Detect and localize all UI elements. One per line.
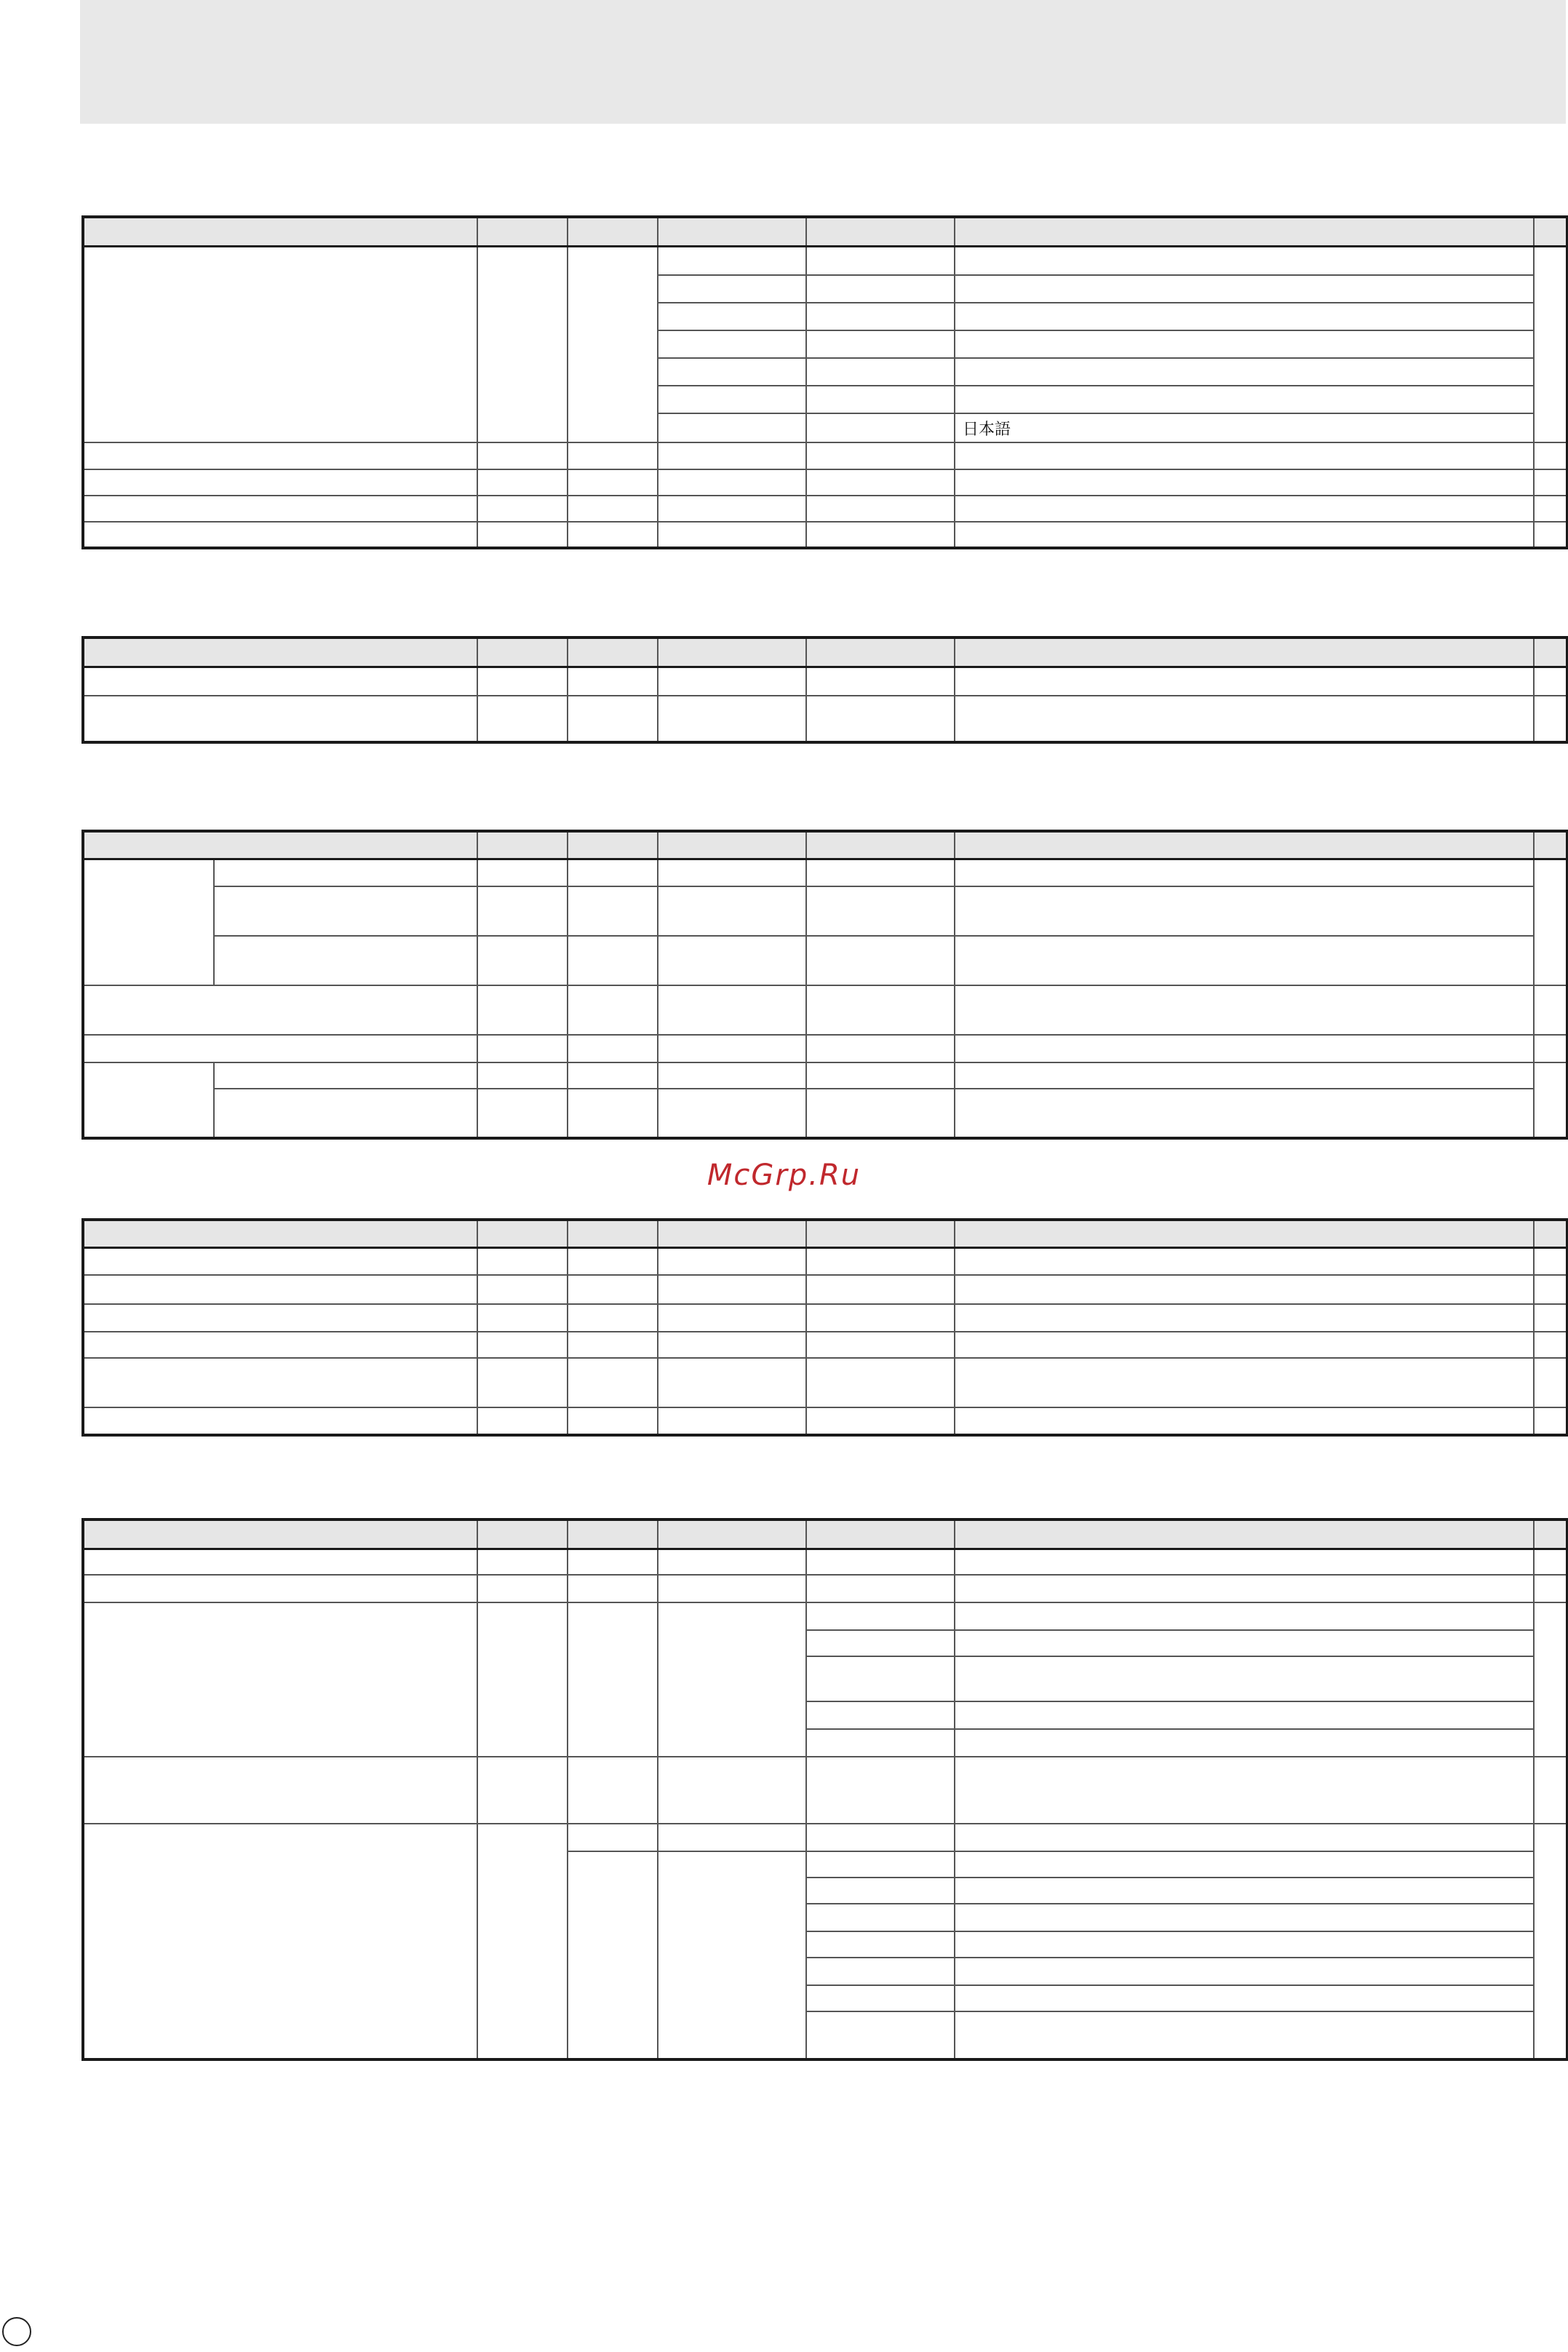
cell: [806, 1089, 955, 1138]
cell: [806, 696, 955, 742]
table-row: [83, 246, 1567, 275]
cell: [806, 496, 955, 522]
cell: [1534, 1407, 1567, 1435]
cell: [806, 330, 955, 358]
header-cell: [477, 637, 568, 667]
cell: [83, 1824, 477, 2059]
cell: [806, 667, 955, 696]
header-cell: [806, 217, 955, 246]
header-cell: [1534, 637, 1567, 667]
cell: [568, 1575, 658, 1602]
cell: [955, 1089, 1534, 1138]
cell: [477, 1332, 568, 1358]
cell: [806, 1729, 955, 1757]
table-row: [83, 1757, 1567, 1824]
cell: [806, 442, 955, 469]
cell: [955, 1958, 1534, 1985]
cell: [658, 1332, 806, 1358]
header-cell: [477, 1519, 568, 1549]
cell: [477, 1062, 568, 1089]
cell: [806, 1985, 955, 2011]
cell: [568, 1275, 658, 1304]
cell: [658, 886, 806, 936]
cell: [1534, 985, 1567, 1035]
cell: [568, 1358, 658, 1407]
cell: [658, 1851, 806, 2059]
cell: [806, 358, 955, 386]
cell: [1534, 667, 1567, 696]
table-row: [83, 1407, 1567, 1435]
cell: [658, 386, 806, 413]
cell: [83, 1407, 477, 1435]
cell: [806, 1757, 955, 1824]
cell: [1534, 1304, 1567, 1332]
header-cell: [658, 831, 806, 859]
cell: [1534, 1247, 1567, 1275]
cell: [1534, 1824, 1567, 2059]
cell: [1534, 1602, 1567, 1757]
cell: [568, 469, 658, 496]
cell: [658, 696, 806, 742]
cell: [955, 1407, 1534, 1435]
cell: [955, 1985, 1534, 2011]
cell: [568, 1851, 658, 2059]
cell: [955, 275, 1534, 303]
cell: [568, 936, 658, 985]
cell: [1534, 859, 1567, 985]
cell: [477, 1358, 568, 1407]
cell: [477, 1247, 568, 1275]
header-cell: [955, 1220, 1534, 1247]
header-cell: [477, 1220, 568, 1247]
cell: [477, 859, 568, 886]
cell: [214, 936, 477, 985]
cell: [658, 985, 806, 1035]
cell: [83, 1035, 477, 1062]
cell: [214, 859, 477, 886]
table-row: [83, 1035, 1567, 1062]
cell: [806, 1304, 955, 1332]
cell: [955, 696, 1534, 742]
cell: [214, 1089, 477, 1138]
header-cell: [568, 637, 658, 667]
cell: [568, 1304, 658, 1332]
cell: [806, 1602, 955, 1630]
table-row: [83, 696, 1567, 742]
cell: [83, 1247, 477, 1275]
header-cell: [955, 1519, 1534, 1549]
cell: [806, 936, 955, 985]
cell: [658, 1575, 806, 1602]
header-cell: [658, 1519, 806, 1549]
cell: [806, 386, 955, 413]
cell: [955, 1247, 1534, 1275]
table-row: [83, 1358, 1567, 1407]
cell: [955, 1824, 1534, 1851]
cell: [568, 859, 658, 886]
cell: [806, 1931, 955, 1958]
cell: [955, 1549, 1534, 1575]
table-row: [83, 1304, 1567, 1332]
cell: [955, 1701, 1534, 1729]
table-row: [83, 886, 1567, 936]
cell: [658, 1062, 806, 1089]
cell: [658, 413, 806, 442]
cell: [955, 1304, 1534, 1332]
cell: [568, 886, 658, 936]
cell: [806, 2011, 955, 2059]
cell: [955, 667, 1534, 696]
cell: [955, 936, 1534, 985]
cell: [955, 2011, 1534, 2059]
cell: [477, 1824, 568, 2059]
cell: [955, 985, 1534, 1035]
cell: [658, 1407, 806, 1435]
cell: [955, 1035, 1534, 1062]
command-table-5: [81, 1518, 1568, 2061]
cell: [83, 442, 477, 469]
cell: [568, 246, 658, 442]
header-cell: [1534, 1220, 1567, 1247]
cell: [568, 1332, 658, 1358]
cell: [658, 1304, 806, 1332]
cell: [83, 1304, 477, 1332]
cell: [955, 1575, 1534, 1602]
cell: [955, 469, 1534, 496]
command-table-1: [81, 215, 1568, 549]
cell: [955, 886, 1534, 936]
cell: [1534, 442, 1567, 469]
cell: [477, 667, 568, 696]
cell: [83, 1602, 477, 1757]
cell: [806, 469, 955, 496]
cell: [477, 1602, 568, 1757]
header-cell: [658, 637, 806, 667]
cell: [83, 246, 477, 442]
cell: [955, 1275, 1534, 1304]
cell: [955, 1931, 1534, 1958]
cell: [955, 1358, 1534, 1407]
cell: [658, 246, 806, 275]
cell: [477, 936, 568, 985]
cell: [955, 1851, 1534, 1878]
cell: [955, 1757, 1534, 1824]
cell: [955, 246, 1534, 275]
cell: [955, 1878, 1534, 1904]
cell: [477, 1407, 568, 1435]
header-cell: [806, 637, 955, 667]
header-cell: [568, 1220, 658, 1247]
cell: [568, 1549, 658, 1575]
cell: [477, 469, 568, 496]
cell: [1534, 696, 1567, 742]
cell: [214, 886, 477, 936]
cell: [955, 859, 1534, 886]
cell: [477, 1089, 568, 1138]
cell: [83, 1062, 214, 1138]
cell: [568, 985, 658, 1035]
cell: [83, 1275, 477, 1304]
cell: [568, 1035, 658, 1062]
cell: [658, 1757, 806, 1824]
cell: [1534, 522, 1567, 548]
header-cell: [83, 1519, 477, 1549]
watermark: McGrp.Ru: [707, 1159, 861, 1192]
cell: [658, 330, 806, 358]
cell: [658, 1824, 806, 1851]
cell: [658, 303, 806, 330]
cell: [806, 1035, 955, 1062]
cell: [806, 1958, 955, 1985]
cell: [83, 696, 477, 742]
cell: [477, 696, 568, 742]
cell: [955, 1062, 1534, 1089]
cell: [658, 496, 806, 522]
cell: [806, 1878, 955, 1904]
cell: [806, 303, 955, 330]
page-number-circle: [2, 2317, 31, 2346]
cell: [568, 1602, 658, 1757]
cell: [477, 1549, 568, 1575]
cell: [955, 442, 1534, 469]
cell: [1534, 1358, 1567, 1407]
header-cell: [955, 217, 1534, 246]
cell: [477, 886, 568, 936]
cell: [83, 469, 477, 496]
cell: [806, 1851, 955, 1878]
header-cell: [658, 1220, 806, 1247]
header-cell: [83, 637, 477, 667]
cell: [477, 1304, 568, 1332]
cell: [83, 496, 477, 522]
header-cell: [568, 831, 658, 859]
cell: [214, 1062, 477, 1089]
table-row: [83, 1089, 1567, 1138]
cell: [83, 1575, 477, 1602]
cell: [83, 1358, 477, 1407]
cell: [658, 936, 806, 985]
cell: [83, 522, 477, 548]
cell: [806, 1275, 955, 1304]
cell: [806, 522, 955, 548]
table-row: [83, 469, 1567, 496]
cell: [955, 303, 1534, 330]
header-cell: [955, 831, 1534, 859]
header-cell: [83, 1220, 477, 1247]
cell: [658, 522, 806, 548]
cell: [955, 1332, 1534, 1358]
cell: [806, 985, 955, 1035]
table-row: [83, 1824, 1567, 1851]
cell: [568, 522, 658, 548]
cell: [658, 859, 806, 886]
header-cell: [83, 831, 477, 859]
cell: [658, 275, 806, 303]
cell: [1534, 1332, 1567, 1358]
cell: [806, 1575, 955, 1602]
cell: [806, 1824, 955, 1851]
cell: [477, 442, 568, 469]
cell: [806, 275, 955, 303]
cell: [1534, 1275, 1567, 1304]
table-row: [83, 859, 1567, 886]
cell: [955, 358, 1534, 386]
header-cell: [477, 217, 568, 246]
command-table-2: [81, 636, 1568, 744]
cell: [1534, 1549, 1567, 1575]
cell: [477, 1035, 568, 1062]
table-row: [83, 1275, 1567, 1304]
cell: [806, 1247, 955, 1275]
cell: [1534, 496, 1567, 522]
cell: [658, 1089, 806, 1138]
cell: [806, 413, 955, 442]
header-cell: [955, 637, 1534, 667]
cell: [83, 667, 477, 696]
cell: [955, 1904, 1534, 1931]
header-cell: [658, 217, 806, 246]
table-row: [83, 1062, 1567, 1089]
cell: [658, 358, 806, 386]
cell: [658, 1035, 806, 1062]
cell: [658, 1247, 806, 1275]
cell: [955, 330, 1534, 358]
cell: [568, 1757, 658, 1824]
cell: [658, 442, 806, 469]
cell: [658, 1549, 806, 1575]
cell: [955, 386, 1534, 413]
cell: [658, 1358, 806, 1407]
table-row: [83, 1332, 1567, 1358]
header-cell: [477, 831, 568, 859]
cell: [955, 522, 1534, 548]
cell: [806, 1701, 955, 1729]
table-row: [83, 936, 1567, 985]
cell: [83, 985, 477, 1035]
cell: [806, 1656, 955, 1701]
cell: [477, 1575, 568, 1602]
cell: [83, 1549, 477, 1575]
language-japanese-cell: 日本語: [955, 413, 1534, 442]
table-row: [83, 496, 1567, 522]
cell: [806, 1904, 955, 1931]
cell: [477, 246, 568, 442]
cell: [568, 1062, 658, 1089]
table-row: [83, 1549, 1567, 1575]
cell: [477, 1275, 568, 1304]
cell: [1534, 1575, 1567, 1602]
cell: [1534, 1035, 1567, 1062]
cell: [568, 1407, 658, 1435]
cell: [658, 1275, 806, 1304]
cell: [1534, 1757, 1567, 1824]
header-cell: [568, 217, 658, 246]
header-cell: [568, 1519, 658, 1549]
header-cell: [1534, 217, 1567, 246]
cell: [477, 985, 568, 1035]
table-row: [83, 1602, 1567, 1630]
cell: [477, 496, 568, 522]
command-table-3: [81, 830, 1568, 1140]
cell: [806, 886, 955, 936]
cell: [955, 1656, 1534, 1701]
cell: [806, 1549, 955, 1575]
cell: [568, 1824, 658, 1851]
cell: [955, 1602, 1534, 1630]
cell: [955, 1630, 1534, 1656]
cell: [658, 1602, 806, 1757]
cell: [806, 246, 955, 275]
cell: [658, 469, 806, 496]
cell: [1534, 469, 1567, 496]
cell: [477, 522, 568, 548]
header-cell: [83, 217, 477, 246]
table-row: [83, 1247, 1567, 1275]
cell: [568, 1247, 658, 1275]
cell: [477, 1757, 568, 1824]
cell: [806, 1630, 955, 1656]
header-cell: [1534, 1519, 1567, 1549]
table-row: [83, 1575, 1567, 1602]
command-table-4: [81, 1218, 1568, 1437]
page-header-band: [80, 0, 1566, 124]
table-row: [83, 522, 1567, 548]
cell: [1534, 1062, 1567, 1138]
header-cell: [806, 831, 955, 859]
cell: [1534, 246, 1567, 442]
cell: [806, 1062, 955, 1089]
table-row: [83, 442, 1567, 469]
cell: [568, 496, 658, 522]
cell: [806, 1358, 955, 1407]
cell: [806, 1407, 955, 1435]
header-cell: [806, 1519, 955, 1549]
cell: [568, 442, 658, 469]
cell: [568, 696, 658, 742]
header-cell: [806, 1220, 955, 1247]
cell: [806, 859, 955, 886]
cell: [83, 859, 214, 985]
cell: [83, 1332, 477, 1358]
cell: [658, 667, 806, 696]
cell: [955, 496, 1534, 522]
table-row: [83, 667, 1567, 696]
header-cell: [1534, 831, 1567, 859]
table-row: [83, 985, 1567, 1035]
cell: [83, 1757, 477, 1824]
cell: [568, 667, 658, 696]
cell: [568, 1089, 658, 1138]
cell: [955, 1729, 1534, 1757]
cell: [806, 1332, 955, 1358]
